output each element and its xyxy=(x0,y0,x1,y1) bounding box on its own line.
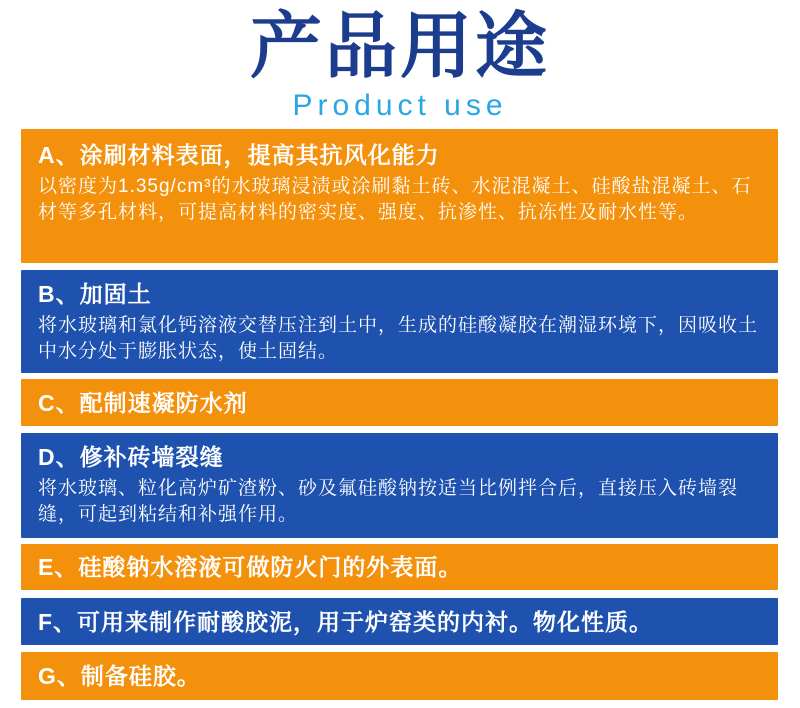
section-d-body: 将水玻璃、粒化高炉矿渣粉、砂及氟硅酸钠按适当比例拌合后，直接压入砖墙裂缝，可起到粘结和补强作用。 xyxy=(38,478,739,525)
section-f xyxy=(21,598,778,645)
section-a-body: 以密度为1.35g/cm³的水玻璃浸渍或涂刷黏土砖、水泥混凝土、硅酸盐混凝土、石材等多孔材料，可提高材料的密实度、强度、抗渗性、抗冻性及耐水性等。 xyxy=(38,176,752,223)
section-e-title: E、硅酸钠水溶液可做防火门的外表面。 xyxy=(38,554,463,580)
section-c-title: C、配制速凝防水剂 xyxy=(38,389,248,416)
page-title: 产品用途 xyxy=(249,7,550,87)
page-header xyxy=(0,0,800,123)
section-g xyxy=(21,652,778,700)
section-b-body: 将水玻璃和氯化钙溶液交替压注到土中，生成的硅酸凝胶在潮湿环境下，因吸收土中水分处于膨胀状态，使土固结。 xyxy=(38,315,759,362)
section-d xyxy=(21,433,778,538)
section-d-title: D、修补砖墙裂缝 xyxy=(38,444,224,470)
section-a-title: A、涂刷材料表面，提高其抗风化能力 xyxy=(38,142,440,168)
section-b-title: B、加固土 xyxy=(38,281,152,307)
section-f-title: F、可用来制作耐酸胶泥，用于炉窑类的内衬。物化性质。 xyxy=(38,608,654,635)
section-e xyxy=(21,544,778,590)
section-b xyxy=(21,270,778,373)
sections-list xyxy=(21,129,778,700)
section-a xyxy=(21,129,778,263)
section-g-title: G、制备硅胶。 xyxy=(38,663,201,689)
section-c xyxy=(21,379,778,426)
page-subtitle: Product use xyxy=(292,89,508,122)
